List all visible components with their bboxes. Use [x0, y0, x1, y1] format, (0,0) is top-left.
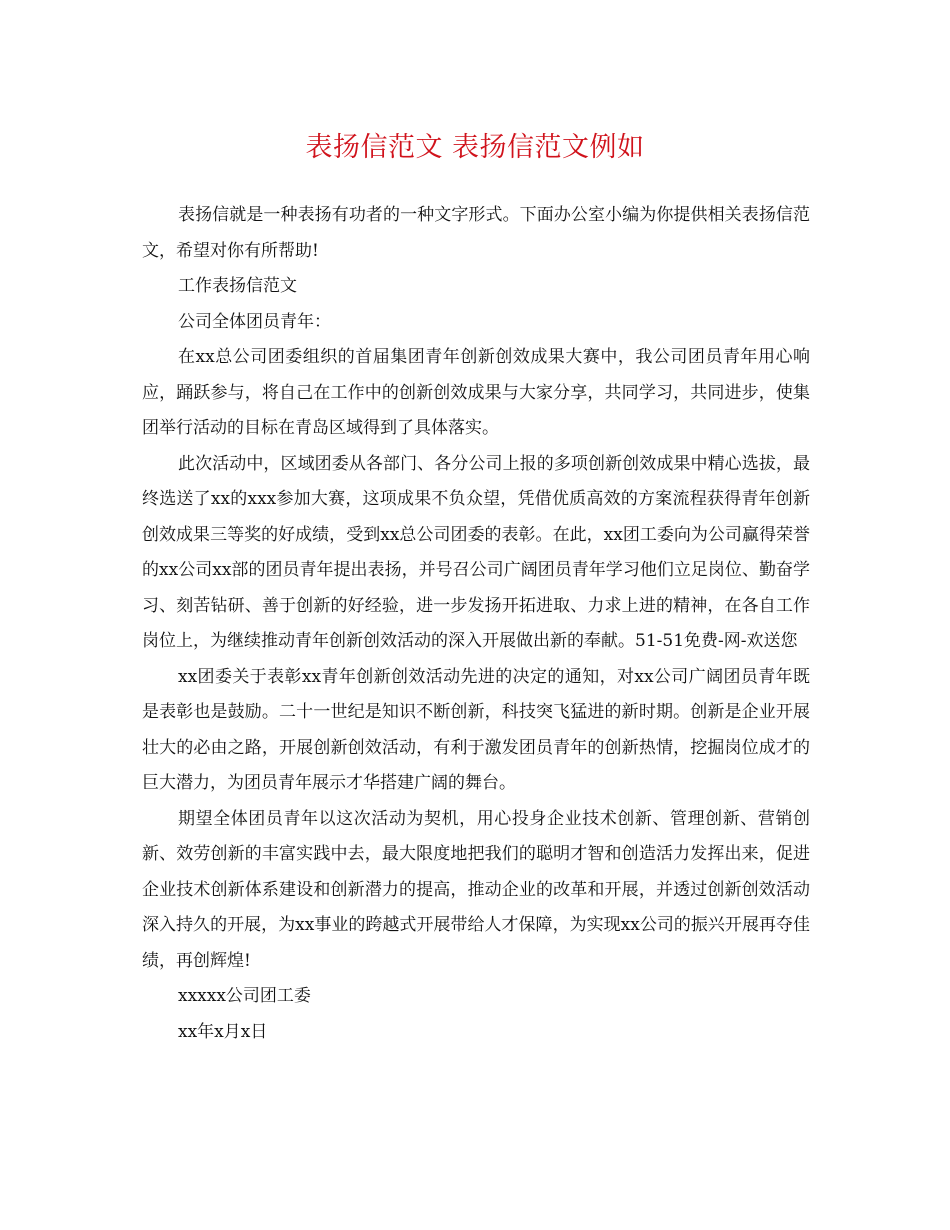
body-paragraph: 此次活动中，区域团委从各部门、各分公司上报的多项创新创效成果中精心选拔，最终选送了xx的xxx参加大赛，这项成果不负众望，凭借优质高效的方案流程获得青年创新创效成果三等奖的好成绩，受到xx总公司团委的表彰。在此，xx团工委向为公司赢得荣誉的xx公司xx部的团员青年提出表扬，并号召公司广阔团员青年学习他们立足岗位、勤奋学习、刻苦钻研、善于创新的好经验，进一步发扬开拓进取、力求上进的精神，在各自工作岗位上，为继续推动青年创新创效活动的深入开展做出新的奉献。51-51免费-网-欢送您 — [142, 453, 810, 651]
document-title: 表扬信范文 表扬信范文例如 — [305, 132, 645, 163]
body-paragraph: 期望全体团员青年以这次活动为契机，用心投身企业技术创新、管理创新、营销创新、效劳创新的丰富实践中去，最大限度地把我们的聪明才智和创造活力发挥出来，促进企业技术创新体系建设和创新潜力的提高，推动企业的改革和开展，并透过创新创效活动深入持久的开展，为xx事业的跨越式开展带给人才保障，为实现xx公司的振兴开展再夺佳绩，再创辉煌! — [142, 808, 810, 971]
body-paragraph: 在xx总公司团委组织的首届集团青年创新创效成果大赛中，我公司团员青年用心响应，踊跃参与，将自己在工作中的创新创效成果与大家分享，共同学习，共同进步，使集团举行活动的目标在青岛区域得到了具体落实。 — [142, 347, 810, 438]
intro-paragraph: 表扬信就是一种表扬有功者的一种文字形式。下面办公室小编为你提供相关表扬信范文，希望对你有所帮助! — [142, 205, 810, 261]
body-paragraph: xx团委关于表彰xx青年创新创效活动先进的决定的通知，对xx公司广阔团员青年既是表彰也是鼓励。二十一世纪是知识不断创新，科技突飞猛进的新时期。创新是企业开展壮大的必由之路，开展创新创效活动，有利于激发团员青年的创新热情，挖掘岗位成才的巨大潜力，为团员青年展示才华搭建广阔的舞台。 — [142, 666, 810, 793]
signature-organization: xxxxx公司团工委 — [178, 986, 311, 1006]
document-body — [142, 198, 810, 1050]
salutation: 公司全体团员青年： — [178, 311, 331, 332]
section-heading: 工作表扬信范文 — [178, 276, 297, 296]
signature-date: xx年x月x日 — [178, 1021, 268, 1042]
